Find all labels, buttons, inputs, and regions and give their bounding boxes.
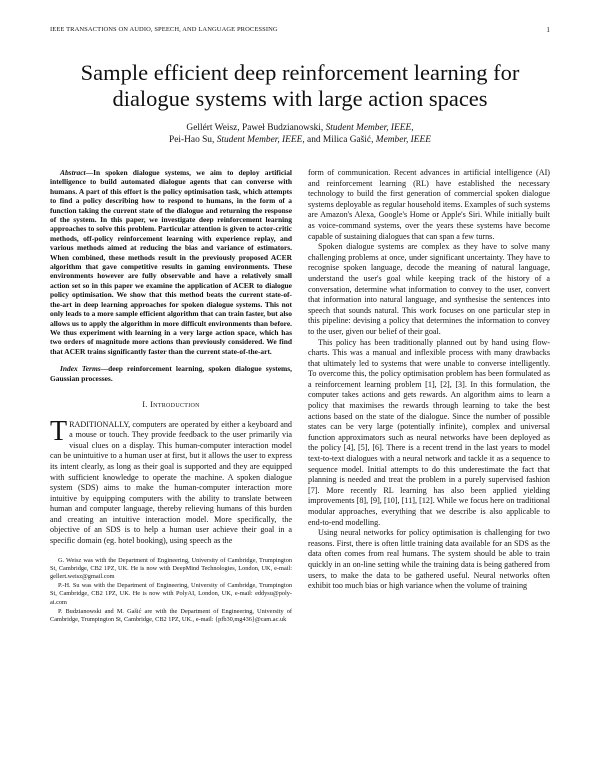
author-name-2a: Pei-Hao Su,	[169, 135, 215, 145]
authors-line-2	[50, 134, 550, 146]
author-names-1: Gellért Weisz, Paweł Budzianowski,	[186, 123, 324, 133]
intro-paragraph-1	[50, 415, 292, 547]
index-terms-label: Index Terms	[60, 364, 101, 374]
author-role-2b: Member, IEEE	[375, 135, 431, 145]
footnote-3: P. Budzianowski and M. Gašić are with the Department of Engineering, University of Cambridge, Trumpington St, Cambridge, CB2 1PZ, UK., e-mail: {pfb30,mg436}@cam.ac.uk	[50, 607, 292, 624]
journal-name: IEEE TRANSACTIONS ON AUDIO, SPEECH, AND LANGUAGE PROCESSING	[50, 26, 278, 33]
intro-paragraph-3: This policy has been traditionally planned out by hand using flow-charts. This was a manual and inflexible process with many drawbacks that ultimately led to systems that were unable to converse intelligently. To overcome this, the policy optimisation problem has been formulated as a reinforcement learning problem [1], [2], [3]. In this formulation, the computer takes actions and gets rewards. An algorithm aims to learn a policy that maximises the rewards through learning to take the best actions based on the state of the dialogue. Since the number of possible states can be very large (potentially infinite), complex and universal function approximators such as neural networks have been deployed as the policy [4], [5], [6]. There is a recent trend in the last years to model text-to-text dialogues with a neural network and tackle it as a sequence to sequence model. Initial attempts to do this underestimate the fact that planning is needed and treat the problem in a purely supervised fashion [7]. More recently RL learning has also been applied yielding improvements [8], [9], [10], [11], [12]. While we focus here on traditional modular approaches, everything that we describe is also applicable to end-to-end modelling.	[308, 337, 550, 527]
author-role-1: Student Member, IEEE,	[325, 123, 414, 133]
footnote-2: P.-H. Su was with the Department of Engineering, University of Cambridge, Trumpington St, Cambridge, CB2 1PZ, UK. He is now with PolyAI, London, UK, e-mail: eddysu@poly-ai.com	[50, 582, 292, 606]
paper-title: Sample efficient deep reinforcement learning for dialogue systems with large action spaces	[80, 60, 520, 111]
drop-cap: T	[50, 415, 68, 447]
authors-line-1	[50, 122, 550, 134]
abstract-text: —In spoken dialogue systems, we aim to deploy artificial intelligence to build automated dialogue agents that can converse with humans. A part of this effort is the policy optimisation task, which attempts to find a policy describing how to respond to humans, in the form of a function taking the current state of the dialogue and returning the response of the system. In this paper, we investigate deep reinforcement learning approaches to solve this problem. Particular attention is given to actor-critic methods, off-policy reinforcement learning with experience replay, and various methods aimed at reducing the bias and variance of estimators. When combined, these methods result in the previously proposed ACER algorithm that gave competitive results in gaming environments. These environments however are fully observable and have a relatively small action set so in this paper we examine the application of ACER to dialogue policy optimisation. We show that this method beats the current state-of-the-art in deep learning approaches for spoken dialogue systems. This not only leads to a more sample efficient algorithm that can train faster, but also allows us to apply the algorithm in more difficult environments than before. We thus experiment with learning in a very large action space, which has two orders of magnitude more actions than previously considered. We find that ACER trains significantly faster than the current state-of-the-art.	[50, 168, 292, 356]
two-column-body	[50, 168, 550, 625]
right-column	[308, 168, 550, 625]
intro-paragraph-1-continued: form of communication. Recent advances in artificial intelligence (AI) and reinforcement learning (RL) have established the necessary technology to build the first generation of commercial spoken dialogue systems deployable as regular household items. Examples of such systems are Amazon's Alexa, Google's Home or Apple's Siri. While initially built as voice-command systems, over the years these systems have become capable of sustaining dialogues that can span a few turns.	[308, 168, 550, 241]
intro-paragraph-2: Spoken dialogue systems are complex as they have to solve many challenging problems at once, under significant uncertainty. They have to recognise spoken language, decode the meaning of natural language, understand the user's goal while keeping track of the history of a conversation, determine what information to convey to the user, convert that information into natural language, and synthesise the sentences into speech that sounds natural. This work focuses on one particular step in this pipeline: devising a policy that determines the information to convey to the user, given our belief of their goal.	[308, 242, 550, 336]
abstract-label: Abstract	[60, 168, 86, 177]
footnote-1: G. Weisz was with the Department of Engineering, University of Cambridge, Trumpington St, Cambridge, CB2 1PZ, UK. He is now with DeepMind Technologies, London, UK, e-mail: gellert.weisz@gmail.com	[50, 556, 292, 581]
author-list	[50, 122, 550, 146]
intro-paragraph-4: Using neural networks for policy optimisation is challenging for two reasons. First, there is often little training data available for an SDS as the data often comes from real humans. The system should be able to train quickly in an on-line setting while the training data is being gathered from users, to make the data to be gathered useful. Neural networks often exhibit too much bias or high variance when the volume of training	[308, 528, 550, 591]
author-role-2a: Student Member, IEEE,	[216, 135, 305, 145]
running-header	[50, 26, 550, 34]
index-terms	[50, 364, 292, 383]
index-terms-text: —deep reinforcement learning, spoken dialogue systems, Gaussian processes.	[50, 364, 292, 383]
page-number: 1	[546, 26, 550, 34]
footnotes	[50, 557, 292, 625]
author-name-2b: and Milica Gašić,	[307, 135, 374, 145]
left-column	[50, 168, 292, 625]
section-heading-introduction: I. Introduction	[142, 399, 200, 409]
intro-paragraph-1-text: RADITIONALLY, computers are operated by either a keyboard and a mouse or touch. They provide feedback to the user primarily via visual clues on a display. This human-computer interaction model can be unintuitive to a human user at first, but it allows the user to express its intent clearly, as long as their goal is supported and they are equipped with sufficient knowledge to operate the machine. A spoken dialogue system (SDS) aims to make the human-computer interaction more intuitive by equipping computers with the ability to translate between human and computer language, thereby relieving humans of this burden and creating an intuitive interaction model. More specifically, the objective of an SDS is to help a human user achieve their goal in a specific domain (eg. hotel booking), using speech as the	[50, 419, 292, 546]
abstract	[50, 168, 292, 356]
